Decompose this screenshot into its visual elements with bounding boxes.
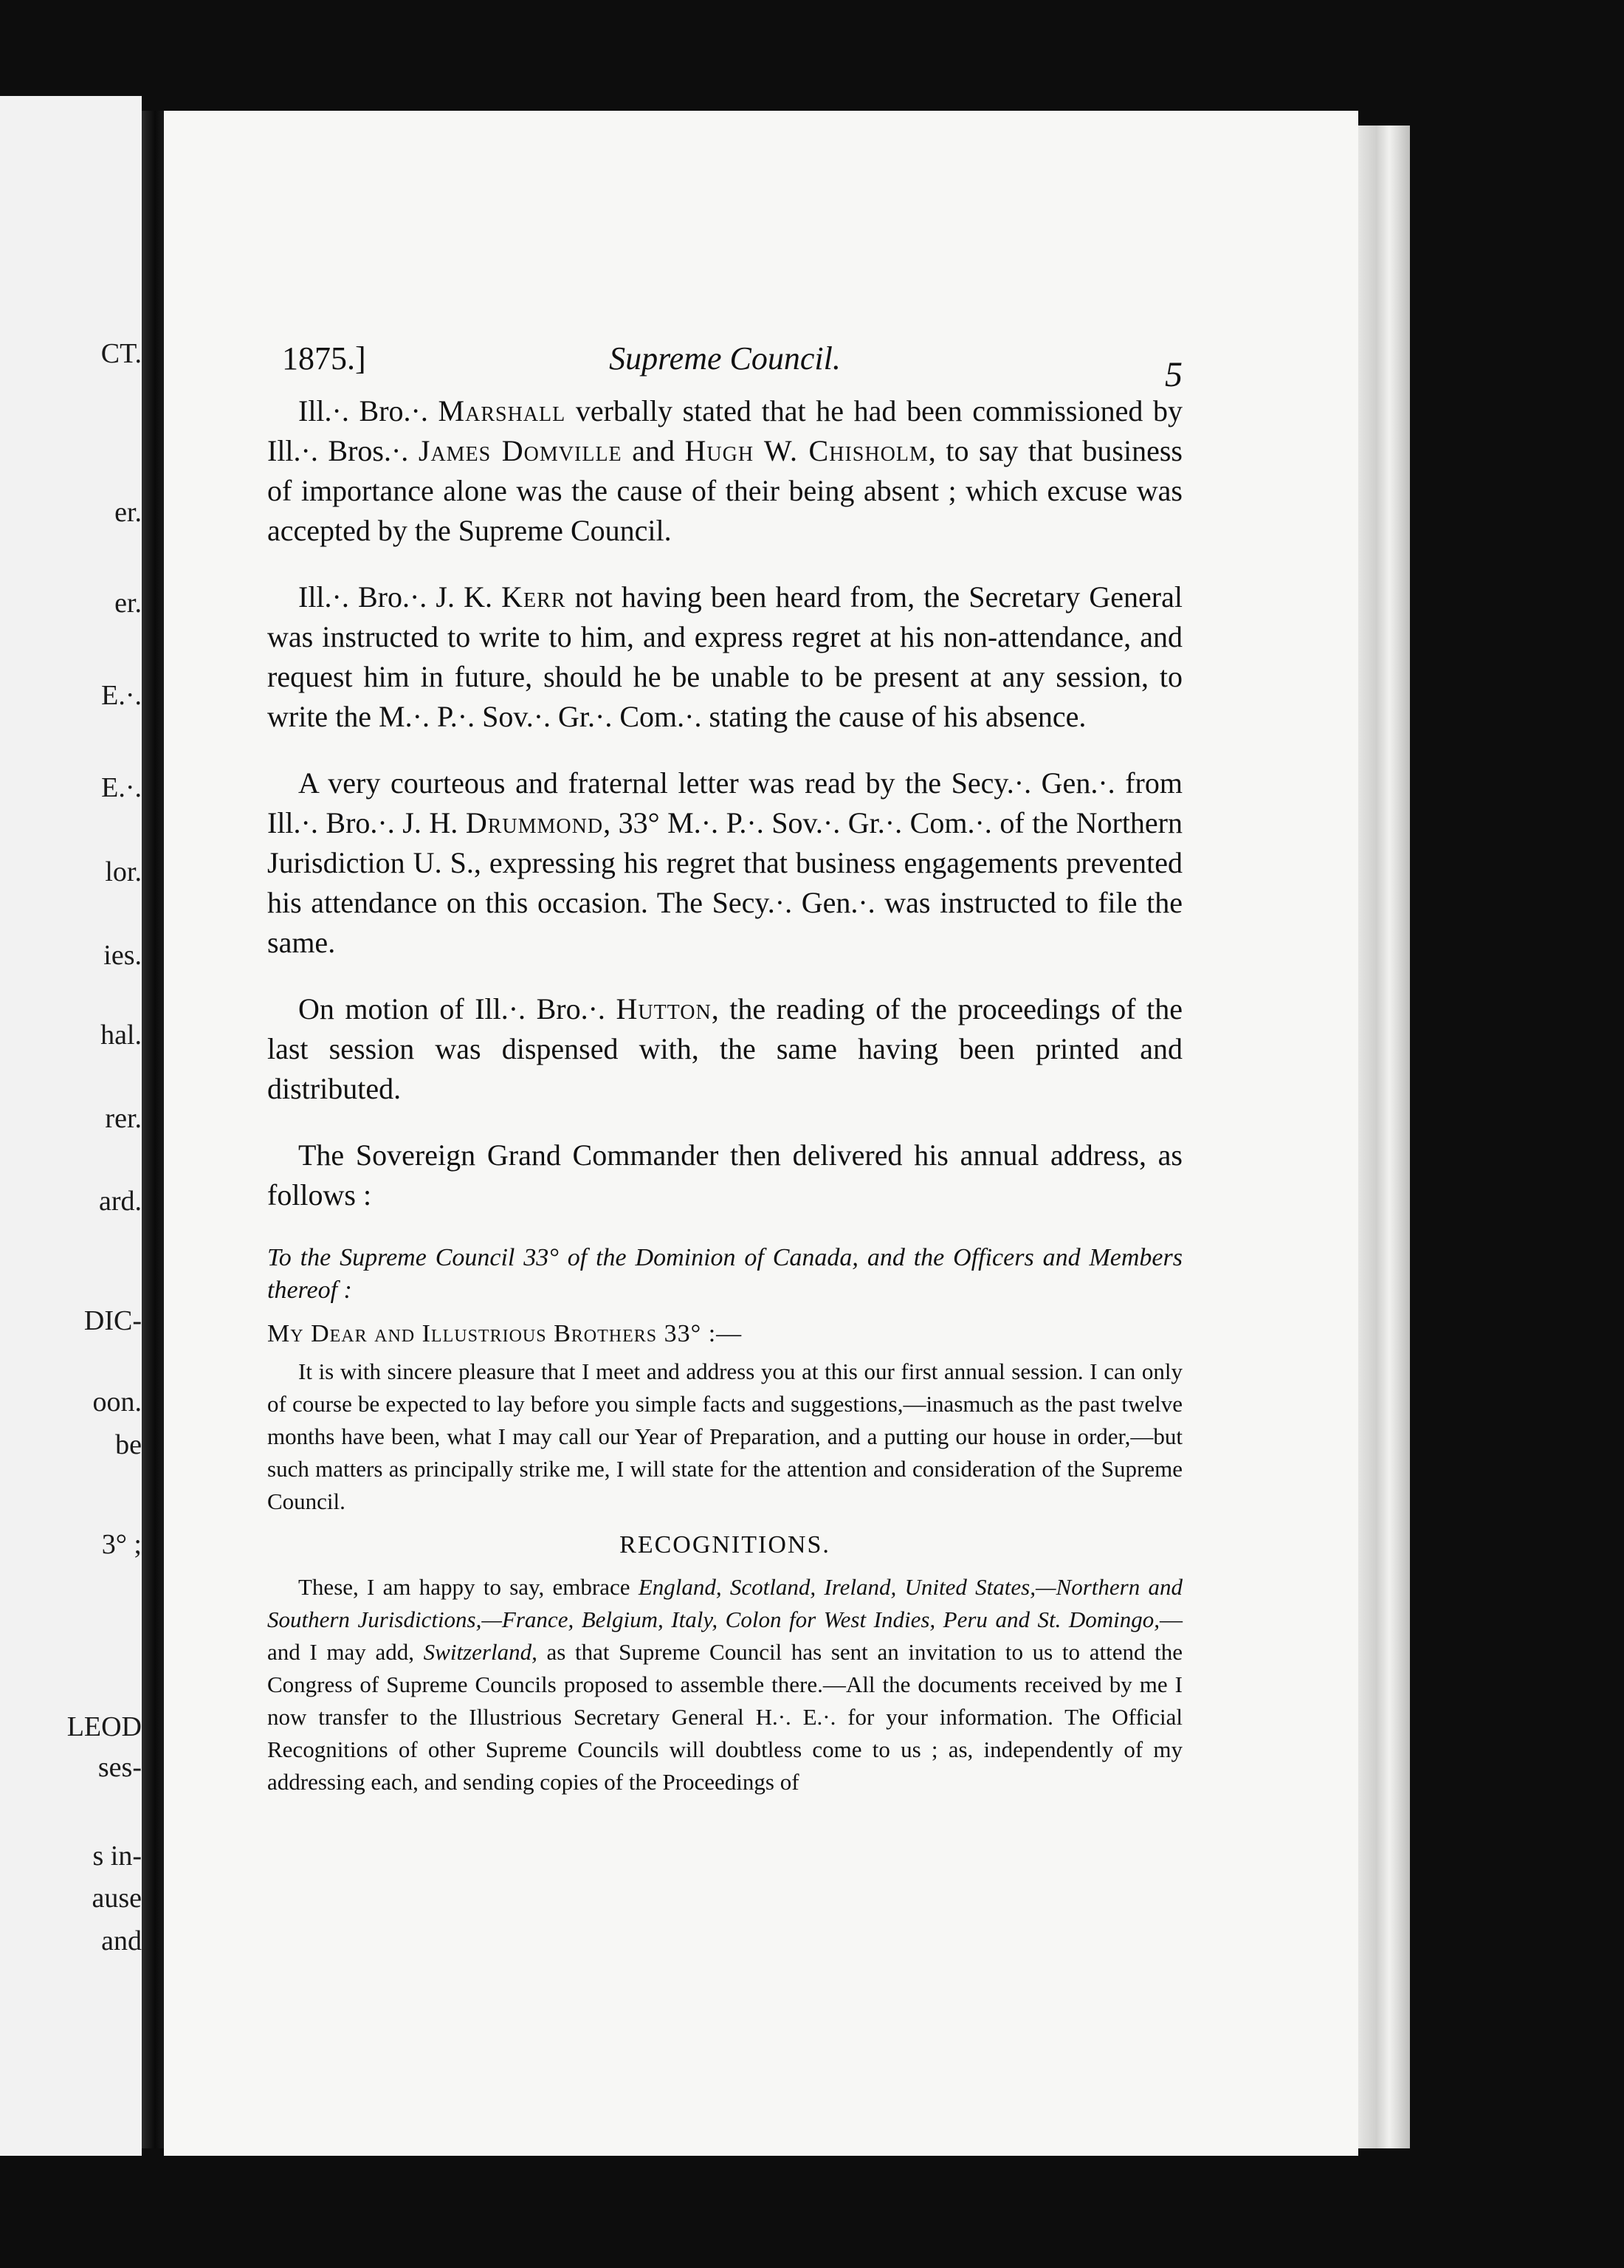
paragraph <box>267 391 1183 551</box>
text-run: as that Supreme Council has sent an invitation to us to attend the Congress of Supreme Councils proposed to assemble there.—All the documents received by me I now transfer to the Illustrious Secretary General H.·. E.·. for your information. The Official Recognitions of other Supreme Councils will doubtless come to us ; as, independently of my addressing each, and sending copies of the Proceedings of <box>267 1639 1183 1795</box>
left-page-fragment: E.·. <box>101 680 142 711</box>
left-page-fragment: LEOD <box>66 1711 142 1742</box>
text-run: , to say that business of importance alone was the cause of their being absent ; which excuse was accepted by the Supreme Council. <box>267 434 1183 547</box>
book-gutter <box>142 111 164 2148</box>
paragraph <box>267 763 1183 963</box>
left-page-fragment: er. <box>114 497 142 528</box>
left-page-fragment: rer. <box>105 1103 142 1134</box>
left-page-fragment: ses- <box>97 1752 142 1783</box>
running-head-year: 1875.] <box>282 340 366 377</box>
name-small-caps: Kerr <box>501 580 566 614</box>
page-content <box>267 332 1183 1812</box>
text-run: , the reading of the proceedings of the last session was dispensed with, the same having been printed and distributed. <box>267 992 1183 1105</box>
text-run: These, I am happy to say, embrace <box>298 1574 639 1600</box>
running-head <box>267 332 1183 394</box>
name-small-caps: James Domville <box>418 434 622 467</box>
address-paragraph: It is with sincere pleasure that I meet and address you at this our first annual session. I can only of course be expected to lay before you simple facts and suggestions,—inasmuch as the past twelve months have been, what I may call our Year of Preparation, and a putting our house in order,—but such matters as principally strike me, I will state for the attention and consideration of the Supreme Council. <box>267 1358 1183 1514</box>
left-page-fragment: er. <box>114 588 142 619</box>
italic-text: England, Scotland, Ireland, United States,—Northern and Southern Jurisdictions,—France, Belgium, Italy, Colon for West Indies, Peru and St. Domingo, <box>267 1574 1183 1632</box>
left-page-fragment: E.·. <box>101 772 142 803</box>
section-heading: RECOGNITIONS. <box>619 1531 830 1559</box>
text-run: verbally stated that he had been commissioned by Ill.·. Bros.·. <box>267 394 1183 467</box>
text-run: A very courteous and fraternal letter was read by the Secy.·. Gen.·. from Ill.·. Bro.·. J. H. <box>267 766 1183 839</box>
name-small-caps: Drummond <box>465 806 604 839</box>
left-facing-page <box>0 96 142 2156</box>
left-page-fragment: 3° ; <box>101 1529 142 1560</box>
left-page-fragment: ause <box>92 1883 142 1914</box>
text-run: , 33° M.·. P.·. Sov.·. Gr.·. Com.·. of the Northern Jurisdiction U. S., expressing his regret that business engagements prevented his attendance on this occasion. The Secy.·. Gen.·. was instructed to file the same. <box>267 806 1183 959</box>
page-number: 5 <box>1165 355 1183 394</box>
italic-text: Switzerland, <box>423 1639 537 1665</box>
left-page-fragment: ies. <box>103 940 142 971</box>
left-page-fragment: s in- <box>92 1841 142 1872</box>
paragraph <box>267 577 1183 737</box>
text-run: Ill.·. Bro.·. J. K. <box>298 580 502 614</box>
left-page-fragment: DIC- <box>83 1305 142 1336</box>
left-page-fragment: CT. <box>100 338 142 369</box>
name-small-caps: Hugh W. Chisholm <box>684 434 929 467</box>
recognitions-paragraph <box>267 1571 1183 1798</box>
left-page-fragment: be <box>115 1429 142 1460</box>
page-edges <box>1358 126 1410 2148</box>
left-page-fragment: lor. <box>105 856 142 887</box>
address-heading: To the Supreme Council 33° of the Dominion of Canada, and the Officers and Members thereof : <box>267 1244 1183 1304</box>
salutation: My Dear and Illustrious Brothers 33° :— <box>267 1320 743 1347</box>
text-run: On motion of Ill.·. Bro.·. <box>298 992 616 1025</box>
left-page-fragment: hal. <box>100 1020 142 1051</box>
left-page-fragment: oon. <box>92 1386 142 1418</box>
name-small-caps: Hutton <box>616 992 712 1025</box>
running-head-title: Supreme Council. <box>609 340 841 377</box>
text-run: —and I may add, <box>267 1606 1183 1665</box>
name-small-caps: Marshall <box>438 394 566 427</box>
text-run: and <box>622 434 685 467</box>
text-run: The Sovereign Grand Commander then delivered his annual address, as follows : <box>267 1138 1183 1212</box>
paragraph <box>267 1135 1183 1215</box>
text-run: Ill.·. Bro.·. <box>298 394 438 427</box>
left-page-fragment: and <box>101 1925 142 1956</box>
left-page-fragment: ard. <box>98 1186 142 1217</box>
text-run: not having been heard from, the Secretary General was instructed to write to him, and express regret at his non-attendance, and request him in future, should he be unable to be present at any session, to write the M.·. P.·. Sov.·. Gr.·. Com.·. stating the cause of his absence. <box>267 580 1183 733</box>
paragraph <box>267 989 1183 1109</box>
